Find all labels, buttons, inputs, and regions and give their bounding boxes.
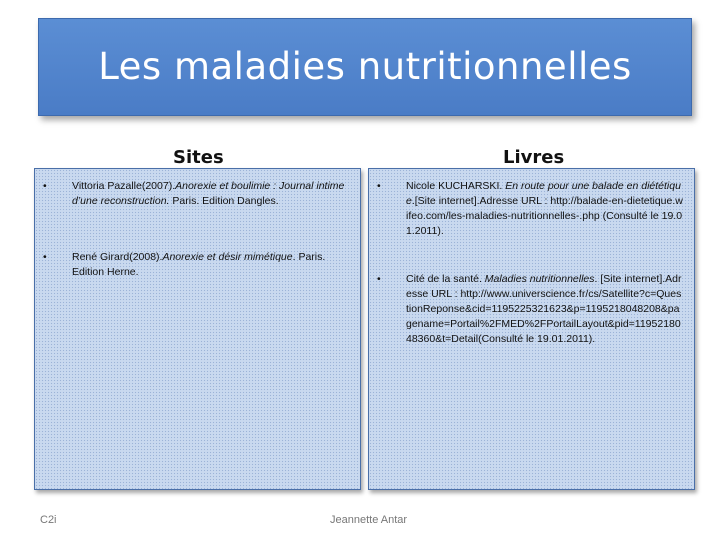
footer-left: C2i — [40, 514, 57, 526]
entry-title: Anorexie et boulimie : Journal intime d’une reconstruction. — [72, 180, 345, 207]
sites-heading: Sites — [173, 147, 224, 168]
entry-author: Cité de la santé. — [406, 273, 485, 285]
entry-author: Vittoria Pazalle(2007). — [72, 180, 176, 192]
entry-title: Maladies nutritionnelles — [484, 273, 595, 285]
sites-entry-2 — [35, 250, 360, 280]
footer-author: Jeannette Antar — [330, 514, 408, 526]
livres-entry-1 — [369, 179, 694, 239]
livres-heading: Livres — [503, 147, 565, 168]
livres-entry-2 — [369, 272, 694, 347]
bullet-marker: • — [43, 251, 47, 263]
entry-title: Anorexie et désir mimétique — [162, 251, 293, 263]
entry-title: En route pour une balade en diététique — [406, 180, 681, 207]
entry-details: .[Site internet].Adresse URL : http://balade-en-dietetique.wifeo.com/les-maladies-nutritionnelles-.php (Consulté le 19.01.2011). — [406, 195, 683, 237]
sites-entry-1 — [35, 179, 360, 209]
bullet-marker: • — [43, 180, 47, 192]
title-bar — [38, 18, 692, 116]
entry-details: . Paris. Edition Herne. — [72, 251, 326, 278]
sites-panel — [34, 168, 361, 490]
entry-author: Nicole KUCHARSKI. — [406, 180, 506, 192]
slide-title: Les maladies nutritionnelles — [98, 45, 632, 88]
entry-details: . [Site internet].Adresse URL : http://www.universcience.fr/cs/Satellite?c=QuestionReponse&cid=1195225321623&p=1195218048208&pagename=Portail%2FMED%2FPortailLayout&pid=1195218048360&t=Detail(Consulté le 19.01.2011). — [406, 273, 682, 345]
entry-details: Paris. Edition Dangles. — [169, 195, 279, 207]
entry-author: René Girard(2008). — [72, 251, 163, 263]
bullet-marker: • — [377, 180, 381, 192]
livres-panel — [368, 168, 695, 490]
bullet-marker: • — [377, 273, 381, 285]
